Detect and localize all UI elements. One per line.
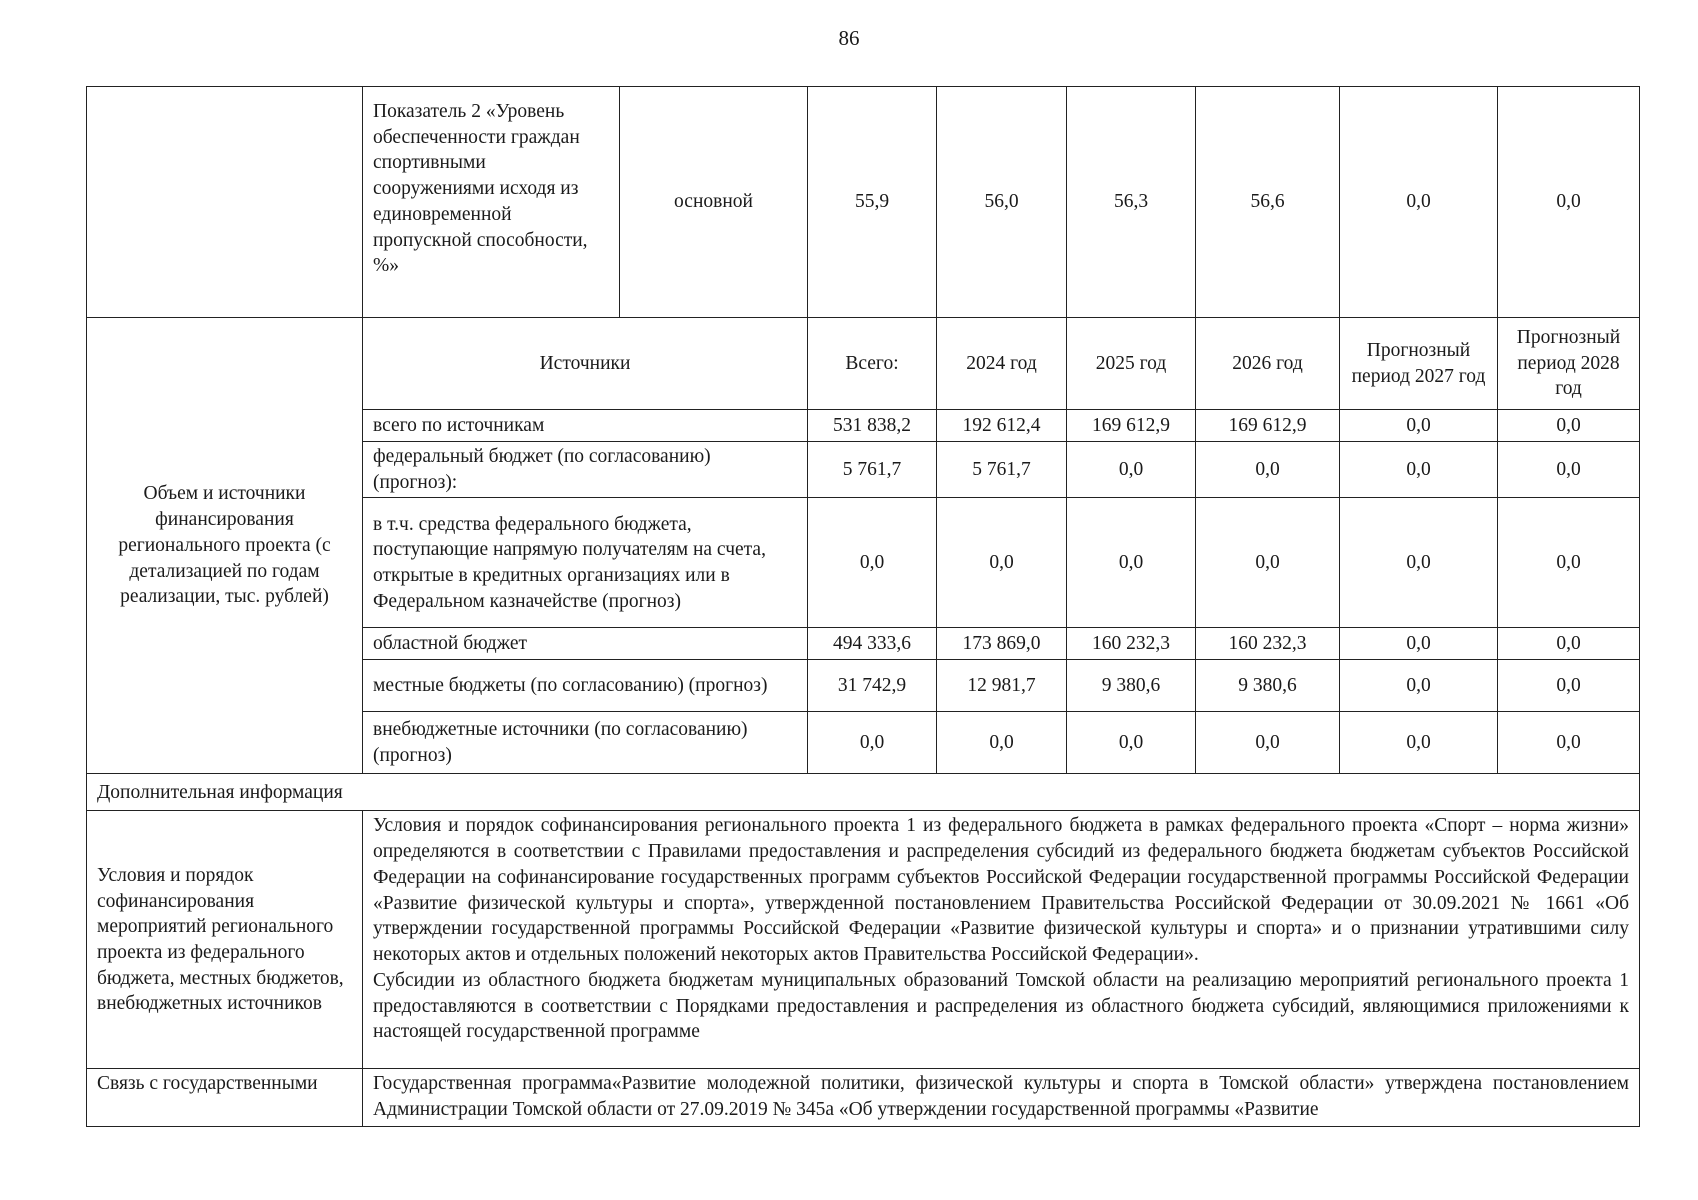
amount-cell: 0,0: [1196, 442, 1340, 498]
amount-cell: 169 612,9: [1196, 410, 1340, 442]
amount-cell: 0,0: [1340, 442, 1498, 498]
amount-cell: 0,0: [1340, 712, 1498, 774]
source-label: внебюджетные источники (по согласованию) (прогноз): [363, 712, 808, 774]
cofinancing-paragraph-1: Условия и порядок софинансирования регионального проекта 1 из федерального бюджета в рамках федерального проекта «Спорт – норма жизни» определяются в соответствии с Правилами предоставления и распределения субсидий из федерального бюджета бюджетам субъектов Российской Федерации на софинансирование государственных программ субъектов Российской Федерации государственной программы Российской Федерации «Развитие физической культуры и спорта», утвержденной постановлением Правительства Российской Федерации от 30.09.2021 № 1661 «Об утверждении государственной программы Российской Федерации «Развитие физической культуры и спорта» и о признании утратившими силу некоторых актов и отдельных положений некоторых актов Правительства Российской Федерации».: [373, 815, 1629, 966]
indicator-row: [87, 87, 1640, 318]
link-text: Государственная программа«Развитие молодежной политики, физической культуры и спорта в Томской области» утверждена постановлением Администрации Томской области от 27.09.2019 № 345а «Об утверждении государственной программы «Развитие: [363, 1069, 1640, 1127]
amount-cell: 0,0: [1067, 442, 1196, 498]
indicator-value: 56,6: [1196, 87, 1340, 318]
amount-cell: 0,0: [1196, 712, 1340, 774]
cofinancing-text-cell: [363, 811, 1640, 1069]
cofinancing-label: Условия и порядок софинансирования мероприятий регионального проекта из федерального бюджета, местных бюджетов, внебюджетных источников: [87, 811, 363, 1069]
amount-cell: 31 742,9: [808, 660, 937, 712]
amount-cell: 5 761,7: [808, 442, 937, 498]
cofinancing-paragraph-2: Субсидии из областного бюджета бюджетам муниципальных образований Томской области на реализацию мероприятий регионального проекта 1 предоставляются в соответствии с Порядками предоставления и распределения из областного бюджета субсидий, являющимися приложениями к настоящей государственной программе: [373, 969, 1629, 1043]
amount-cell: 0,0: [1340, 410, 1498, 442]
amount-cell: 0,0: [1196, 498, 1340, 628]
header-year: 2026 год: [1196, 318, 1340, 410]
amount-cell: 0,0: [1067, 712, 1196, 774]
amount-cell: 0,0: [1498, 442, 1640, 498]
indicator-value: 56,3: [1067, 87, 1196, 318]
amount-cell: 531 838,2: [808, 410, 937, 442]
amount-cell: 169 612,9: [1067, 410, 1196, 442]
amount-cell: 0,0: [808, 498, 937, 628]
amount-cell: 0,0: [1340, 660, 1498, 712]
amount-cell: 160 232,3: [1067, 628, 1196, 660]
indicator-value: 0,0: [1340, 87, 1498, 318]
link-label: Связь с государственными: [87, 1069, 363, 1127]
header-forecast: Прогнозный период 2028 год: [1498, 318, 1640, 410]
source-label: областной бюджет: [363, 628, 808, 660]
indicator-name: Показатель 2 «Уровень обеспеченности граждан спортивными сооружениями исходя из единовременной пропускной способности, %»: [363, 87, 620, 318]
amount-cell: 0,0: [1067, 498, 1196, 628]
header-forecast: Прогнозный период 2027 год: [1340, 318, 1498, 410]
source-label: федеральный бюджет (по согласованию) (прогноз):: [363, 442, 808, 498]
header-year: 2024 год: [937, 318, 1067, 410]
amount-cell: 0,0: [1498, 712, 1640, 774]
amount-cell: 9 380,6: [1196, 660, 1340, 712]
amount-cell: 192 612,4: [937, 410, 1067, 442]
indicator-empty-cell: [87, 87, 363, 318]
amount-cell: 494 333,6: [808, 628, 937, 660]
amount-cell: 0,0: [937, 498, 1067, 628]
indicator-value: 55,9: [808, 87, 937, 318]
source-label: всего по источникам: [363, 410, 808, 442]
amount-cell: 0,0: [1498, 410, 1640, 442]
link-row: [87, 1069, 1640, 1127]
financing-header-row: [87, 318, 1640, 410]
source-label: местные бюджеты (по согласованию) (прогноз): [363, 660, 808, 712]
amount-cell: 12 981,7: [937, 660, 1067, 712]
amount-cell: 160 232,3: [1196, 628, 1340, 660]
additional-title-row: [87, 774, 1640, 811]
header-total: Всего:: [808, 318, 937, 410]
header-year: 2025 год: [1067, 318, 1196, 410]
indicator-value: 56,0: [937, 87, 1067, 318]
amount-cell: 5 761,7: [937, 442, 1067, 498]
amount-cell: 0,0: [1340, 628, 1498, 660]
source-label: в т.ч. средства федерального бюджета, поступающие напрямую получателям на счета, открытые в кредитных организациях или в Федеральном казначействе (прогноз): [363, 498, 808, 628]
amount-cell: 173 869,0: [937, 628, 1067, 660]
amount-cell: 0,0: [1498, 660, 1640, 712]
amount-cell: 0,0: [937, 712, 1067, 774]
financing-section-label: Объем и источники финансирования регионального проекта (с детализацией по годам реализации, тыс. рублей): [87, 318, 363, 774]
page-number: 86: [838, 26, 860, 50]
passport-table: [86, 86, 1640, 1127]
additional-title: Дополнительная информация: [87, 774, 1640, 811]
amount-cell: 0,0: [1340, 498, 1498, 628]
header-sources: Источники: [363, 318, 808, 410]
cofinancing-row: [87, 811, 1640, 1069]
amount-cell: 0,0: [808, 712, 937, 774]
amount-cell: 0,0: [1498, 498, 1640, 628]
indicator-value: 0,0: [1498, 87, 1640, 318]
amount-cell: 9 380,6: [1067, 660, 1196, 712]
amount-cell: 0,0: [1498, 628, 1640, 660]
indicator-type: основной: [620, 87, 808, 318]
